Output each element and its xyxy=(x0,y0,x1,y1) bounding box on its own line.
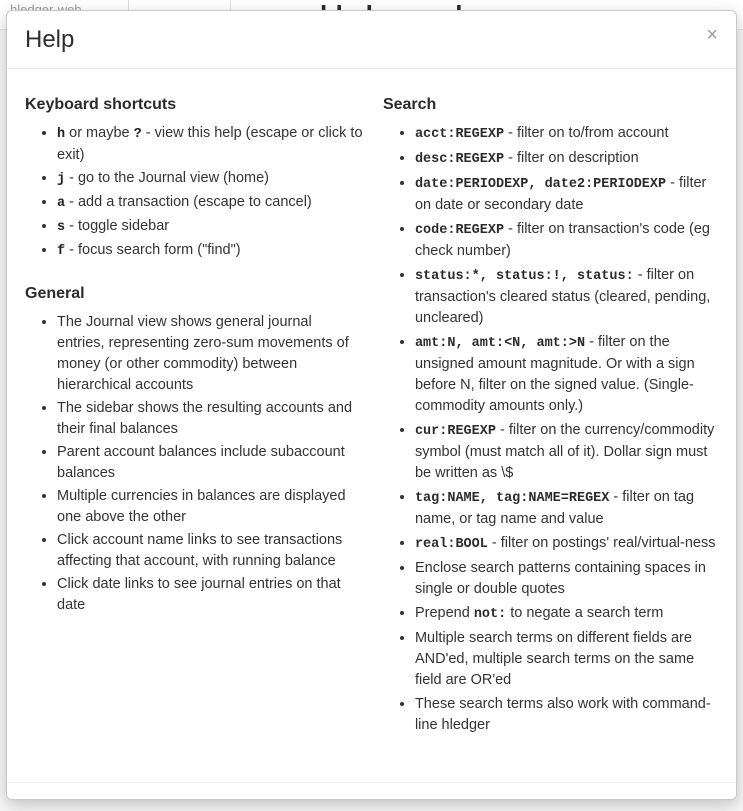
search-term-text: - filter on date or secondary date xyxy=(414,175,707,213)
search-term-code: acct:REGEXP xyxy=(414,127,505,142)
list-item: • Click account name links to see transactions affecting that account, with running balance xyxy=(57,530,363,572)
list-item xyxy=(57,240,363,262)
list-item xyxy=(415,148,718,170)
list-item xyxy=(415,487,718,530)
list-item xyxy=(57,168,363,190)
search-term-code: date:PERIODEXP, date2:PERIODEXP xyxy=(414,177,667,192)
shortcut-key-h: h xyxy=(57,127,66,142)
shortcut-key-question: ? xyxy=(133,127,142,142)
help-modal xyxy=(6,10,737,800)
list-item: • The Journal view shows general journal entries, representing zero-sum movements of money (or other commodity) between hierarchical accounts xyxy=(57,312,363,396)
search-term-text: - filter on transaction's code (eg check number) xyxy=(414,221,710,259)
list-item xyxy=(415,123,718,145)
list-item xyxy=(415,558,718,600)
list-item xyxy=(57,123,363,166)
search-term-text: These search terms also work with command-line hledger xyxy=(414,696,711,733)
shortcut-key-f: f xyxy=(57,244,66,259)
shortcut-key-j: j xyxy=(57,172,66,187)
search-term-code: not: xyxy=(473,607,507,622)
search-term-code: cur:REGEXP xyxy=(414,424,496,439)
search-term-code: real:BOOL xyxy=(414,537,488,552)
list-item xyxy=(415,219,718,262)
search-term-text: Enclose search patterns containing spaces in single or double quotes xyxy=(414,560,706,597)
shortcut-key-s: s xyxy=(57,220,66,235)
list-item xyxy=(415,628,718,691)
shortcut-text-b: - add a transaction (escape to cancel) xyxy=(65,194,312,210)
search-term-text: - filter on the unsigned amount magnitude. Or with a sign before N, filter on the signed value. (Single-commodity amounts only.) xyxy=(414,334,695,414)
search-term-code: status:*, status:!, status: xyxy=(414,269,634,284)
search-term-code: amt:N, amt:<N, amt:>N xyxy=(414,336,586,351)
search-list xyxy=(383,123,718,736)
help-modal-header xyxy=(7,11,736,69)
search-term-code: tag:NAME, tag:NAME=REGEX xyxy=(414,491,610,506)
search-term-text: - filter on postings' real/virtual-ness xyxy=(487,535,716,551)
list-item xyxy=(57,216,363,238)
keyboard-shortcuts-heading: Keyboard shortcuts xyxy=(25,96,177,113)
shortcut-text-a: or maybe xyxy=(65,125,134,141)
search-term-code: code:REGEXP xyxy=(414,223,505,238)
search-term-text: - filter on transaction's cleared status (cleared, pending, uncleared) xyxy=(414,267,711,326)
list-item xyxy=(415,265,718,329)
list-item xyxy=(415,533,718,555)
shortcut-text-b: - view this help (escape or click to exit) xyxy=(57,125,363,163)
search-term-text: - filter on tag name, or tag name and value xyxy=(414,489,695,527)
help-modal-title: Help xyxy=(25,26,75,53)
list-item: • Parent account balances include subaccount balances xyxy=(57,442,363,484)
search-heading: Search xyxy=(382,96,437,113)
list-item: • The sidebar shows the resulting accounts and their final balances xyxy=(57,398,363,440)
search-term-text: Multiple search terms on different fields are AND'ed, multiple search terms on the same field are OR'ed xyxy=(414,630,695,688)
general-list xyxy=(25,312,363,616)
shortcut-text-b: - go to the Journal view (home) xyxy=(65,170,270,186)
list-item xyxy=(415,173,718,216)
list-item: • Click date links to see journal entries on that date xyxy=(57,574,363,616)
list-item xyxy=(57,192,363,214)
close-icon[interactable]: × xyxy=(702,23,722,47)
shortcut-key-a: a xyxy=(57,196,66,211)
help-column-left xyxy=(25,87,363,739)
search-term-text: - filter on description xyxy=(504,150,639,166)
list-item xyxy=(415,694,718,736)
help-modal-footer xyxy=(7,782,736,800)
shortcut-text-b: - toggle sidebar xyxy=(65,218,170,234)
list-item xyxy=(415,332,718,417)
list-item xyxy=(415,603,718,625)
list-item xyxy=(415,420,718,484)
search-term-text: to negate a search term xyxy=(506,605,664,621)
search-term-text: - filter on the currency/commodity symbol (must match all of it). Dollar sign must be written as \$ xyxy=(414,422,715,481)
search-term-text-pre: Prepend xyxy=(414,605,474,621)
search-term-text: - filter on to/from account xyxy=(504,125,669,141)
keyboard-shortcuts-list xyxy=(25,123,363,262)
list-item: • Multiple currencies in balances are displayed one above the other xyxy=(57,486,363,528)
general-heading: General xyxy=(25,285,85,302)
shortcut-text-b: - focus search form ("find") xyxy=(65,242,241,258)
search-term-code: desc:REGEXP xyxy=(414,152,505,167)
help-column-right xyxy=(383,87,718,739)
help-modal-body xyxy=(7,69,736,800)
